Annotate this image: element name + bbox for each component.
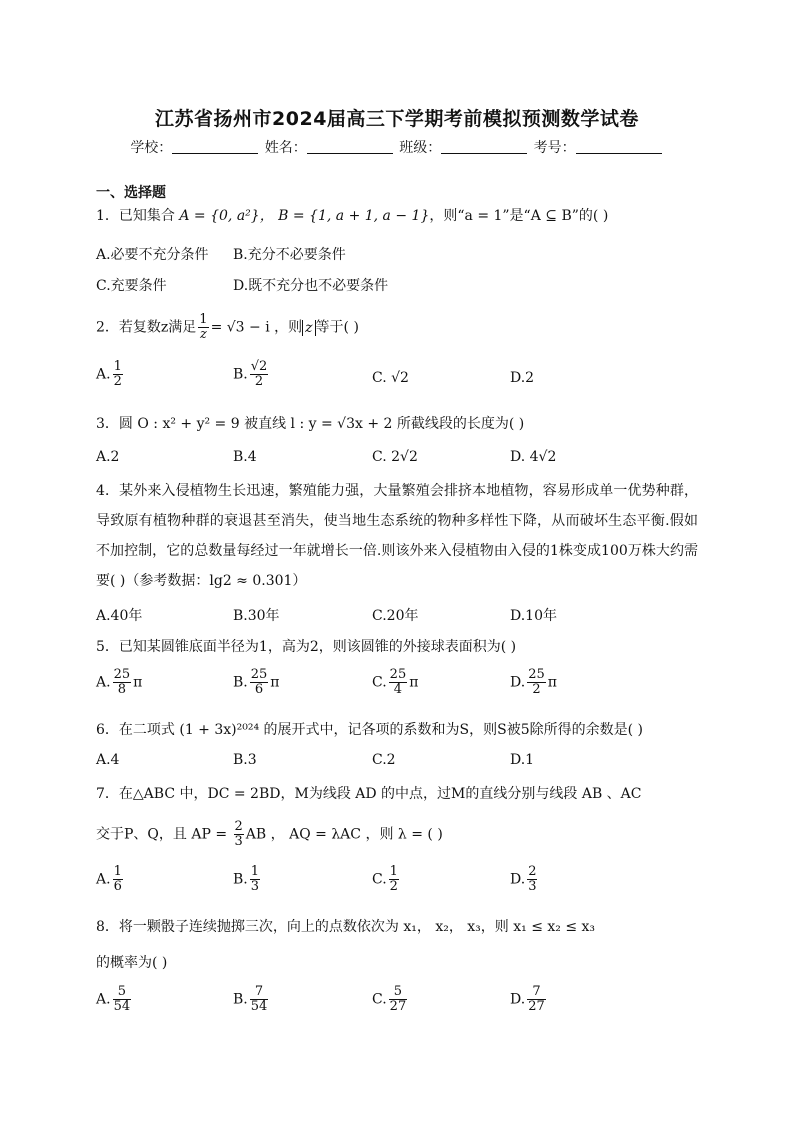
q5-option-d[interactable] xyxy=(510,668,557,697)
q5-b-num: 25 xyxy=(250,667,268,682)
q4-option-c[interactable]: C.20年 xyxy=(372,608,419,624)
question-2-stem xyxy=(96,313,706,342)
question-5-stem: 5．已知某圆锥底面半径为1，高为2，则该圆锥的外接球表面积为( ) xyxy=(96,639,517,655)
q1-set-b: ， B = {1, a + 1, a − 1} xyxy=(259,208,430,224)
q7-a-den: 6 xyxy=(113,879,122,894)
q1-set-a: A = {0, a²} xyxy=(179,208,260,224)
q2-frac-den: z xyxy=(200,327,207,342)
q8-a-den: 54 xyxy=(113,999,131,1014)
q5-a-num: 25 xyxy=(113,667,131,682)
q5-a-den: 8 xyxy=(117,682,126,697)
q7-c-num: 1 xyxy=(389,864,398,879)
q2-a-den: 2 xyxy=(113,374,122,389)
q8-d-num: 7 xyxy=(532,984,541,999)
q2-abs: z xyxy=(302,320,315,336)
q2-frac-num: 1 xyxy=(199,312,208,327)
q7-d-num: 2 xyxy=(528,864,537,879)
q5-option-a[interactable] xyxy=(96,668,142,697)
q8-a-num: 5 xyxy=(117,984,126,999)
q5-c-label: C. xyxy=(372,674,387,691)
q5-a-pi: π xyxy=(133,674,143,691)
q2-a-num: 1 xyxy=(113,359,122,374)
q6-option-d[interactable]: D.1 xyxy=(510,752,535,768)
q3-option-a[interactable]: A.2 xyxy=(96,449,120,465)
q5-d-label: D. xyxy=(510,674,526,691)
q1-option-c[interactable]: C.充要条件 xyxy=(96,278,167,294)
q8-d-den: 27 xyxy=(528,999,545,1014)
q8-option-b[interactable] xyxy=(233,985,270,1014)
q5-c-pi: π xyxy=(409,674,419,691)
q1-stem-end: ，则“a = 1”是“A ⊆ B”的( ) xyxy=(429,208,609,224)
q4-option-b[interactable]: B.30年 xyxy=(233,608,280,624)
q7-a-label: A. xyxy=(96,871,111,888)
question-7-stem-line1: 7．在△ABC 中，DC = 2BD，M为线段 AD 的中点，过M的直线分别与线段 AB 、AC xyxy=(96,786,642,802)
q7-b-den: 3 xyxy=(250,879,260,894)
q8-b-label: B. xyxy=(233,991,248,1008)
name-blank[interactable] xyxy=(307,139,393,154)
q4-option-d[interactable]: D.10年 xyxy=(510,608,557,624)
q5-option-c[interactable] xyxy=(372,668,418,697)
q2-stem1: 2．若复数z满足 xyxy=(96,319,197,336)
q7-b-num: 1 xyxy=(250,864,260,879)
class-label: 班级： xyxy=(399,140,442,156)
q7-c-den: 2 xyxy=(389,879,398,894)
question-6-stem: 6．在二项式 (1 + 3x)²⁰²⁴ 的展开式中，记各项的系数和为S，则S被5除所得的余数是( ) xyxy=(96,722,643,738)
q8-c-label: C. xyxy=(372,991,387,1008)
class-blank[interactable] xyxy=(441,139,527,154)
q7-stem2-b: AB ， AQ = λAC ，则 λ = ( ) xyxy=(245,826,443,843)
q7-frac-den: 3 xyxy=(234,834,243,849)
q5-b-pi: π xyxy=(270,674,280,691)
q3-option-c[interactable]: C. 2√2 xyxy=(372,449,418,465)
q5-b-den: 6 xyxy=(254,682,264,697)
q8-d-label: D. xyxy=(510,991,526,1008)
q5-a-label: A. xyxy=(96,674,111,691)
q7-d-label: D. xyxy=(510,871,526,888)
q1-option-a[interactable]: A.必要不充分条件 xyxy=(96,247,209,263)
q5-d-den: 2 xyxy=(532,682,541,697)
q5-c-num: 25 xyxy=(389,667,407,682)
q8-c-num: 5 xyxy=(393,984,403,999)
q1-option-d[interactable]: D.既不充分也不必要条件 xyxy=(233,278,389,294)
q7-option-c[interactable] xyxy=(372,865,401,894)
info-line xyxy=(0,137,794,157)
q3-option-b[interactable]: B.4 xyxy=(233,449,257,465)
question-4-stem: 4．某外来入侵植物生长迅速，繁殖能力强，大量繁殖会排挤本地植物，容易形成单一优势种群，导致原有植物种群的衰退甚至消失，使当地生态系统的物种多样性下降，从而破坏生态平衡.假如不加控制，它的总数量每经过一年就增长一倍.则该外来入侵植物由入侵的1株变成100万株大约需要( )（参考数据：lg2 ≈ 0.301） xyxy=(96,483,698,589)
school-label: 学校： xyxy=(130,140,173,156)
question-8-stem-line2: 的概率为( ) xyxy=(96,955,168,971)
q2-b-num: √2 xyxy=(250,359,268,374)
q8-a-label: A. xyxy=(96,991,111,1008)
q2-b-den: 2 xyxy=(254,374,264,389)
q7-c-label: C. xyxy=(372,871,387,888)
question-7-stem-line2 xyxy=(96,820,706,849)
question-1-stem xyxy=(96,205,706,227)
q7-option-b[interactable] xyxy=(233,865,262,894)
q8-b-den: 54 xyxy=(250,999,268,1014)
q2-stem2: = √3 − i ，则 xyxy=(210,319,303,336)
q2-stem3: 等于( ) xyxy=(315,319,359,336)
school-blank[interactable] xyxy=(172,139,258,154)
q5-option-b[interactable] xyxy=(233,668,280,697)
page-title: 江苏省扬州市2024届高三下学期考前模拟预测数学试卷 xyxy=(155,108,639,130)
q2-option-c[interactable]: C. √2 xyxy=(372,370,409,386)
q5-d-pi: π xyxy=(547,674,557,691)
q5-c-den: 4 xyxy=(393,682,403,697)
name-label: 姓名： xyxy=(264,140,307,156)
q2-option-a[interactable] xyxy=(96,360,125,389)
q2-option-b[interactable] xyxy=(233,360,270,389)
q7-frac-num: 2 xyxy=(234,819,243,834)
q2-fraction xyxy=(198,313,208,342)
q7-b-label: B. xyxy=(233,871,248,888)
q7-d-den: 3 xyxy=(528,879,537,894)
q6-option-c[interactable]: C.2 xyxy=(372,752,396,768)
q8-b-num: 7 xyxy=(254,984,264,999)
q1-num: 1．已知集合 xyxy=(96,208,180,224)
q2-a-label: A. xyxy=(96,366,111,383)
q5-b-label: B. xyxy=(233,674,248,691)
q6-option-b[interactable]: B.3 xyxy=(233,752,257,768)
number-blank[interactable] xyxy=(576,139,662,154)
number-label: 考号： xyxy=(533,140,576,156)
q7-stem2-a: 交于P、Q，且 AP = xyxy=(96,826,232,843)
q7-a-num: 1 xyxy=(113,864,122,879)
q6-option-a[interactable]: A.4 xyxy=(96,752,120,768)
q8-option-d[interactable] xyxy=(510,985,548,1014)
q2-option-d[interactable]: D.2 xyxy=(510,370,535,386)
q3-option-d[interactable]: D. 4√2 xyxy=(510,449,557,465)
q5-d-num: 25 xyxy=(528,667,545,682)
q8-option-c[interactable] xyxy=(372,985,409,1014)
q8-option-a[interactable] xyxy=(96,985,133,1014)
question-3-stem: 3．圆 O : x² + y² = 9 被直线 l : y = √3x + 2 所截线段的长度为( ) xyxy=(96,416,525,432)
section-heading: 一、选择题 xyxy=(96,185,166,201)
q7-option-a[interactable] xyxy=(96,865,125,894)
q7-fraction xyxy=(234,820,244,849)
question-8-stem-line1: 8．将一颗骰子连续抛掷三次，向上的点数依次为 x₁， x₂， x₃，则 x₁ ≤ x₂ ≤ x₃ xyxy=(96,919,596,935)
q1-option-b[interactable]: B.充分不必要条件 xyxy=(233,247,346,263)
q2-b-label: B. xyxy=(233,366,248,383)
q4-option-a[interactable]: A.40年 xyxy=(96,608,143,624)
q7-option-d[interactable] xyxy=(510,865,539,894)
q8-c-den: 27 xyxy=(389,999,407,1014)
